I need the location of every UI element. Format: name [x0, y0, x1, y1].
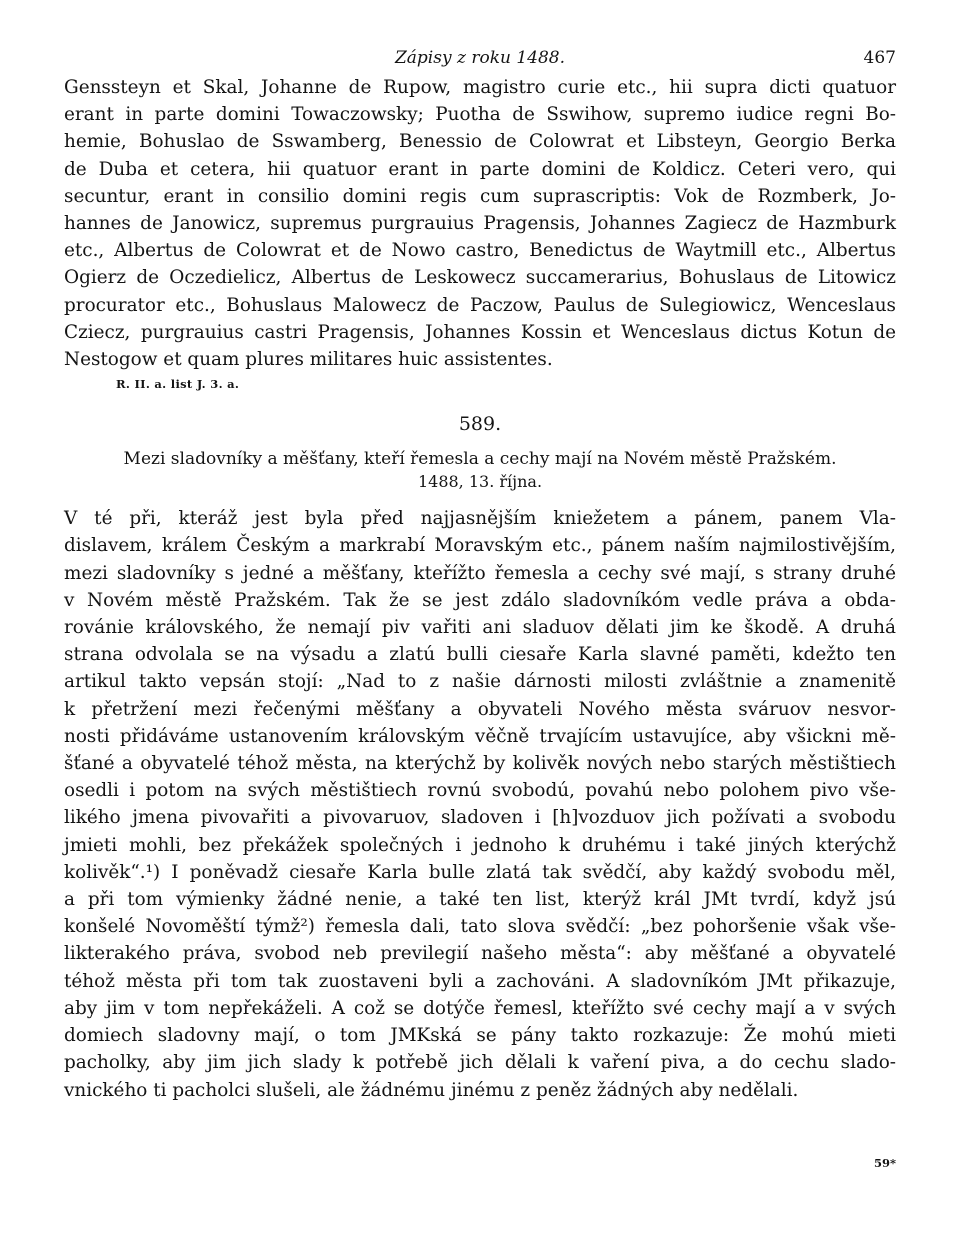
text-line: de Duba et cetera, hii quatuor erant in parte domini de Koldicz. Ceteri vero, qui [64, 158, 896, 180]
text-line: konšelé Novoměští týmž²) řemesla dali, tato slova svědčí: „bez pohoršenie však vše- [64, 916, 896, 938]
running-head [64, 44, 896, 74]
document-number: 589. [458, 413, 502, 436]
sheet-signature: 59* [873, 1156, 896, 1170]
text-line: procurator etc., Bohuslaus Malowecz de Paczow, Paulus de Sulegiowicz, Wenceslaus [64, 294, 896, 316]
document-date: 1488, 13. října. [417, 472, 543, 492]
text-line: etc., Albertus de Colowrat et de Nowo castro, Benedictus de Waytmill etc., Albertus [64, 240, 896, 262]
page-number: 467 [863, 48, 896, 68]
text-line: V té při, kteráž jest byla před najjasnějším kniežetem a pánem, panem Vla- [64, 508, 896, 530]
source-reference: R. II. a. list J. 3. a. [116, 377, 240, 392]
text-line: Genssteyn et Skal, Johanne de Rupow, magistro curie etc., hii supra dicti quatuor [64, 77, 896, 98]
text-line: dislavem, králem Českým a markrabí Moravským etc., pánem naším najmilostivějším, [64, 535, 896, 557]
text-line: hannes de Janowicz, supremus purgrauius Pragensis, Johannes Zagiecz de Hazmburk [64, 213, 896, 235]
text-line: domiech sladovny mají, o tom JMKská se pány takto rozkazuje: Že mohú mieti [64, 1025, 896, 1047]
paragraph-1 [64, 74, 896, 373]
text-line: šťané a obyvatelé téhož města, na kterýchž by kolivěk nových nebo starých městištiech [64, 753, 896, 775]
document-summary: Mezi sladovníky a měšťany, kteří řemesla a cechy mají na Novém městě Pražském. [123, 449, 837, 470]
page [64, 44, 896, 1170]
text-line: osedli i potom na svých městištiech rovnú svobodú, povahú nebo polohem pivo vše- [64, 780, 896, 802]
text-line: pacholky, aby jim jich slady k potřebě jich dělali k vaření piva, a do cechu slado- [64, 1052, 896, 1074]
text-line: Nestogow et quam plures militares huic assistentes. [64, 349, 553, 371]
text-line: erant in parte domini Towaczowsky; Puotha de Sswihow, supremo iudice regni Bo- [64, 104, 896, 126]
text-line: Cziecz, purgrauius castri Pragensis, Johannes Kossin et Wenceslaus dictus Kotun de [64, 321, 896, 343]
text-line: kolivěk“.¹) I poněvadž ciesaře Karla bulle zlatá tak svědčí, aby každý svobodu měl, [64, 861, 896, 883]
text-line: Ogierz de Oczedielicz, Albertus de Leskowecz succamerarius, Bohuslaus de Litowicz [64, 267, 896, 289]
text-line: artikul takto vepsán stojí: „Nad to z našie dárnosti milosti zvláštnie a znamenitě [64, 671, 896, 693]
text-line: rovánie královského, že nemají piv vařiti ani sladuov dělati jim ke škodě. A druhá [64, 617, 896, 639]
text-line: v Novém městě Pražském. Tak že se jest zdálo sladovníkóm vedle práva a obda- [64, 589, 896, 611]
paragraph-2 [64, 505, 896, 1103]
text-line: strana odvolala se na výsadu a zlatú bulli ciesaře Karla slavné paměti, kdežto ten [64, 644, 896, 666]
text-line: téhož města při tom tak zuostaveni byli a zachováni. A sladovníkóm JMt přikazuje, [64, 970, 896, 992]
text-line: nosti přidáváme ustanovením královským věčně trvajícím ustavujíce, aby všickni mě- [64, 725, 896, 747]
text-line: hemie, Bohuslao de Sswamberg, Benessio de Colowrat et Libsteyn, Georgio Berka [64, 131, 896, 153]
text-line: jmieti mohli, bez překážek společných i jednoho k druhému i také jiných kterýchž [64, 834, 896, 856]
text-line: k přetržení mezi řečenými měšťany a obyvateli Nového města sváruov nesvor- [64, 698, 896, 720]
text-line: a při tom výmienky žádné nenie, a také ten list, kterýž král JMt tvrdí, když jsú [64, 889, 896, 911]
text-line: mezi sladovníky s jedné a měšťany, kteřížto řemesla a cechy své mají, s strany druhé [64, 562, 896, 584]
text-line: likterakého práva, svobod neb previlegií našeho města“: aby měšťané a obyvatelé [64, 943, 896, 965]
text-line: likého jmena pivovařiti a pivovaruov, sladoven i [h]vozduov jich požívati a svobodu [64, 807, 896, 829]
text-line: aby jim v tom nepřekáželi. A což se dotýče řemesl, kteřížto své cechy mají a v svých [64, 997, 896, 1019]
running-title: Zápisy z roku 1488. [394, 48, 566, 68]
text-line: vnického ti pacholci slušeli, ale žádnému jinému z peněz žádných aby nedělali. [64, 1079, 799, 1101]
text-line: secuntur, erant in consilio domini regis cum suprascriptis: Vok de Rozmberk, Jo- [64, 185, 896, 207]
